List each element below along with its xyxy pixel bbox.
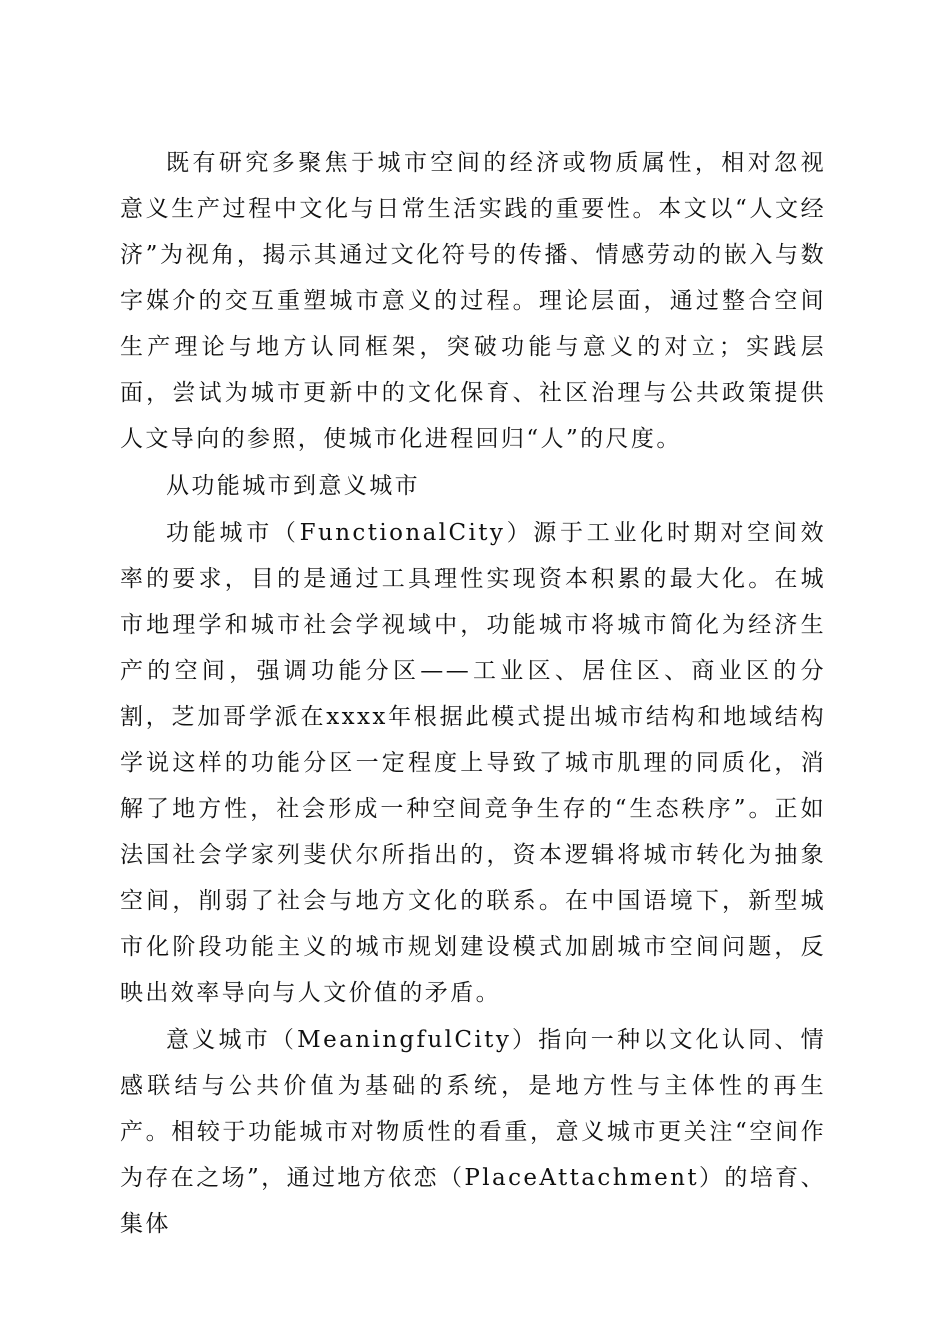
document-body bbox=[120, 140, 826, 1248]
paragraph-meaningful-city: 意义城市（MeaningfulCity）指向一种以文化认同、情感联结与公共价值为基础的系统，是地方性与主体性的再生产。相较于功能城市对物质性的看重，意义城市更关注“空间作为存在之场”，通过地方依恋（PlaceAttachment）的培育、集体 bbox=[120, 1027, 826, 1237]
paragraph-intro: 既有研究多聚焦于城市空间的经济或物质属性，相对忽视意义生产过程中文化与日常生活实践的重要性。本文以“人文经济”为视角，揭示其通过文化符号的传播、情感劳动的嵌入与数字媒介的交互重塑城市意义的过程。理论层面，通过整合空间生产理论与地方认同框架，突破功能与意义的对立；实践层面，尝试为城市更新中的文化保育、社区治理与公共政策提供人文导向的参照，使城市化进程回归“人”的尺度。 bbox=[120, 150, 826, 452]
paragraph-functional-city: 功能城市（FunctionalCity）源于工业化时期对空间效率的要求，目的是通过工具理性实现资本积累的最大化。在城市地理学和城市社会学视域中，功能城市将城市简化为经济生产的空间，强调功能分区——工业区、居住区、商业区的分割，芝加哥学派在xxxx年根据此模式提出城市结构和地域结构学说这样的功能分区一定程度上导致了城市肌理的同质化，消解了地方性，社会形成一种空间竞争生存的“生态秩序”。正如法国社会学家列斐伏尔所指出的，资本逻辑将城市转化为抽象空间，削弱了社会与地方文化的联系。在中国语境下，新型城市化阶段功能主义的城市规划建设模式加剧城市空间问题，反映出效率导向与人文价值的矛盾。 bbox=[120, 520, 826, 1006]
section-heading: 从功能城市到意义城市 bbox=[166, 473, 420, 499]
